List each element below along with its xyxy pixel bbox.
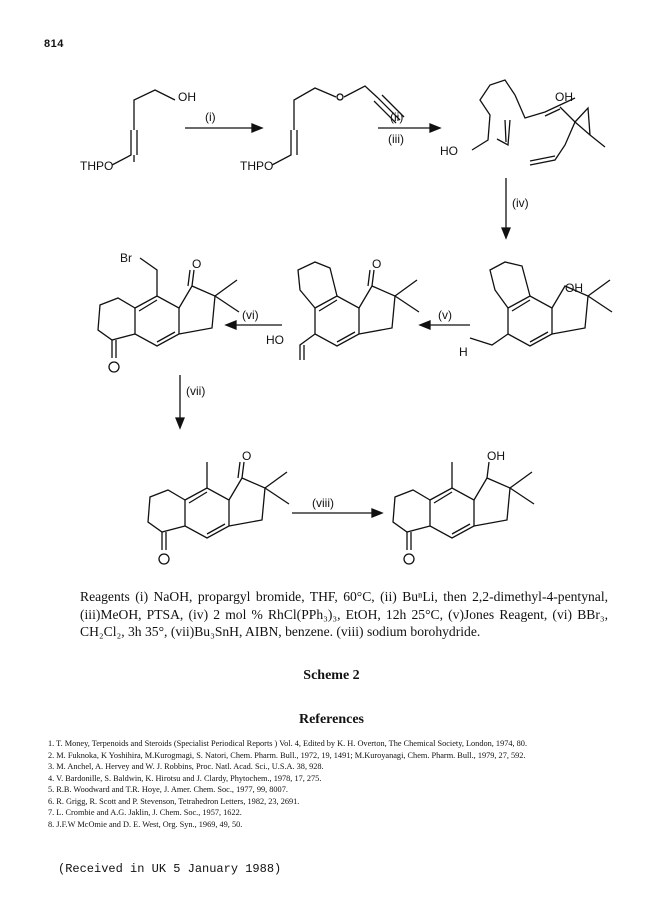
- reference-item: 1. T. Money, Terpenoids and Steroids (Specialist Periodical Reports ) Vol. 4, Edited by K. H. Overton, The Chemical Society, London, 1974, 80.: [48, 739, 528, 748]
- reference-item: 4. V. Bardonille, S. Baldwin, K. Hirotsu and J. Clardy, Phytochem., 1978, 17, 275.: [48, 773, 322, 783]
- arrow-viii: [292, 496, 382, 517]
- received-date: (Received in UK 5 January 1988): [58, 862, 282, 876]
- step-vi-label: (vi): [242, 308, 259, 322]
- compound-3: [440, 80, 605, 165]
- arrow-ii-iii: [378, 110, 440, 146]
- label-thpo-2: THPO: [240, 159, 274, 173]
- arrow-iv: [502, 178, 529, 238]
- label-oh-8: OH: [487, 449, 505, 463]
- step-v-label: (v): [438, 308, 452, 322]
- page-number: 814: [44, 38, 64, 50]
- label-ho-5: HO: [266, 333, 284, 347]
- step-i-label: (i): [205, 110, 216, 124]
- compound-4: [459, 262, 612, 359]
- step-vii-label: (vii): [186, 384, 206, 398]
- label-oh-3: OH: [555, 90, 573, 104]
- reaction-scheme: [0, 60, 663, 580]
- compound-5: [266, 257, 419, 360]
- label-o-6: O: [192, 257, 202, 271]
- reference-item: 8. J.F.W McOmie and D. E. West, Org. Syn., 1969, 49, 50.: [48, 819, 243, 829]
- label-h-4: H: [459, 345, 468, 359]
- arrow-vii: [176, 375, 205, 428]
- compound-2: [240, 86, 404, 173]
- references-title: References: [298, 712, 365, 727]
- step-viii-label: (viii): [312, 496, 334, 510]
- scheme-caption: Reagents (i) NaOH, propargyl bromide, THF, 60°C, (ii) BuⁿLi, then 2,2-dimethyl-4-pentynal, (iii)MeOH, PTSA, (iv) 2 mol % RhCl(PPh₃)₃, EtOH, 12h 25°C, (v)Jones Reagent, (vi) BBr₃, CH₂Cl₂, 3h 35°, (vii)Bu₃SnH, AIBN, benzene. (viii) sodium borohydride.: [80, 589, 608, 639]
- arrow-vi: [226, 308, 282, 329]
- label-o-7: O: [242, 449, 252, 463]
- reference-item: 3. M. Anchel, A. Hervey and W. J. Robbins, Proc. Natl. Acad. Sci., U.S.A. 38, 928.: [48, 762, 324, 771]
- step-iii-label: (iii): [388, 132, 404, 146]
- arrow-i: [185, 110, 262, 132]
- label-o-5: O: [372, 257, 382, 271]
- reference-item: 5. R.B. Woodward and T.R. Hoye, J. Amer. Chem. Soc., 1977, 99, 8007.: [48, 785, 288, 794]
- compound-7: [148, 449, 289, 564]
- reference-item: 7. L. Crombie and A.G. Jaklin, J. Chem. Soc., 1957, 1622.: [48, 808, 242, 817]
- label-oh: OH: [178, 90, 196, 104]
- label-ho: HO: [440, 144, 458, 158]
- step-ii-label: (ii): [390, 110, 404, 124]
- compound-1: [80, 90, 196, 173]
- reference-item: 6. R. Grigg, R. Scott and P. Stevenson, Tetrahedron Letters, 1982, 23, 2691.: [48, 796, 300, 806]
- compound-8: [393, 449, 534, 564]
- reference-list: [48, 738, 618, 830]
- arrow-v: [420, 308, 470, 329]
- scheme-title: Scheme 2: [303, 668, 360, 683]
- label-oh-4: OH: [565, 281, 583, 295]
- label-br: Br: [120, 251, 132, 265]
- step-iv-label: (iv): [512, 196, 529, 210]
- label-thpo: THPO: [80, 159, 114, 173]
- reference-item: 2. M. Fuknoka, K Yoshihira, M.Kurogmagi, S. Natori, Chem. Pharm. Bull., 1972, 19, 1491; M.Kuroyanagi, Chem. Pharm. Bull., 1979, 27, 592.: [48, 750, 526, 760]
- compound-6: [98, 251, 239, 372]
